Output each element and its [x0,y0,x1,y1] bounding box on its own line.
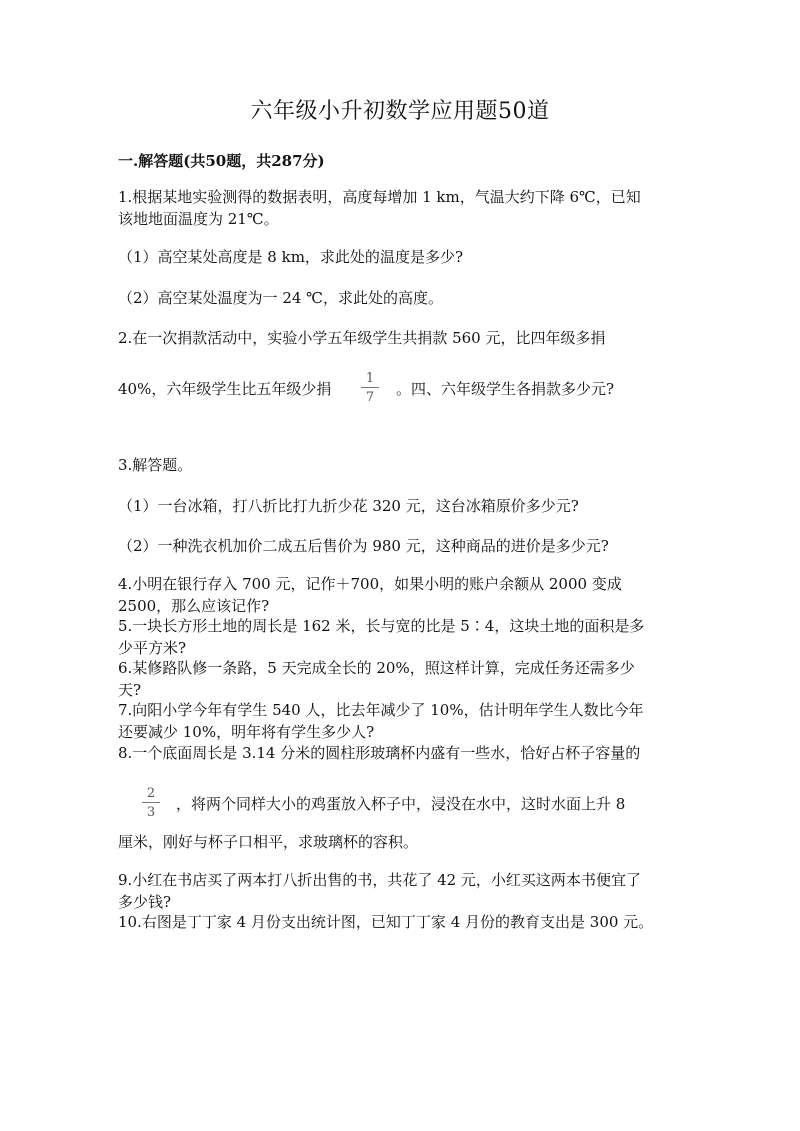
question-1-line-1: 1.根据某地实验测得的数据表明，高度每增加 1 km，气温大约下降 6℃，已知 [118,188,641,206]
fraction-numerator: 2 [146,786,156,801]
question-1-line-2: 该地地面温度为 21℃。 [118,210,279,228]
question-8-fraction [142,786,160,820]
question-2-line-2-after: 。四、六年级学生各捐款多少元? [396,380,615,398]
question-8-line-1: 8.一个底面周长是 3.14 分米的圆柱形玻璃杯内盛有一些水，恰好占杯子容量的 [118,744,641,762]
question-10-line-1: 10.右图是丁丁家 4 月份支出统计图，已知丁丁家 4 月份的教育支出是 300 元。 [118,913,654,931]
fraction-denominator: 3 [146,805,156,820]
question-6-line-2: 天? [118,681,142,699]
question-7-line-1: 7.向阳小学今年有学生 540 人，比去年减少了 10%，估计明年学生人数比今年 [118,701,644,719]
question-3-sub-1: （1）一台冰箱，打八折比打九折少花 320 元，这台冰箱原价多少元? [118,497,579,515]
question-7-line-2: 还要减少 10%，明年将有学生多少人? [118,723,375,741]
question-3-sub-2: （2）一种洗衣机加价二成五后售价为 980 元，这种商品的进价是多少元? [118,537,609,555]
question-4-line-2: 2500，那么应该记作? [118,597,270,615]
question-1-sub-1: （1）高空某处高度是 8 km，求此处的温度是多少? [118,248,463,266]
question-2-fraction [361,371,379,405]
fraction-denominator: 7 [365,390,375,405]
question-9-line-2: 多少钱? [118,893,172,911]
page-title: 六年级小升初数学应用题50道 [250,99,550,124]
question-3-line-1: 3.解答题。 [118,456,193,474]
question-6-line-1: 6.某修路队修一条路，5 天完成全长的 20%，照这样计算，完成任务还需多少 [118,659,635,677]
fraction-bar [142,802,160,803]
question-5-line-2: 少平方米? [118,639,187,657]
fraction-bar [361,387,379,388]
question-9-line-1: 9.小红在书店买了两本打八折出售的书，共花了 42 元，小红买这两本书便宜了 [118,871,641,889]
question-5-line-1: 5.一块长方形土地的周长是 162 米，长与宽的比是 5∶4，这块土地的面积是多 [118,617,645,635]
question-2-line-2-before: 40%，六年级学生比五年级少捐 [118,380,332,398]
question-1-sub-2: （2）高空某处温度为一 24 ℃，求此处的高度。 [118,289,443,307]
fraction-numerator: 1 [365,371,375,386]
question-2-line-1: 2.在一次捐款活动中，实验小学五年级学生共捐款 560 元，比四年级多捐 [118,329,606,347]
section-heading: 一.解答题(共50题，共287分) [118,152,325,170]
question-8-line-3: 厘米，刚好与杯子口相平，求玻璃杯的容积。 [118,833,419,851]
question-4-line-1: 4.小明在银行存入 700 元，记作＋700，如果小明的账户余额从 2000 变成 [118,575,622,593]
question-8-line-2: ，将两个同样大小的鸡蛋放入杯子中，浸没在水中，这时水面上升 8 [176,795,626,813]
